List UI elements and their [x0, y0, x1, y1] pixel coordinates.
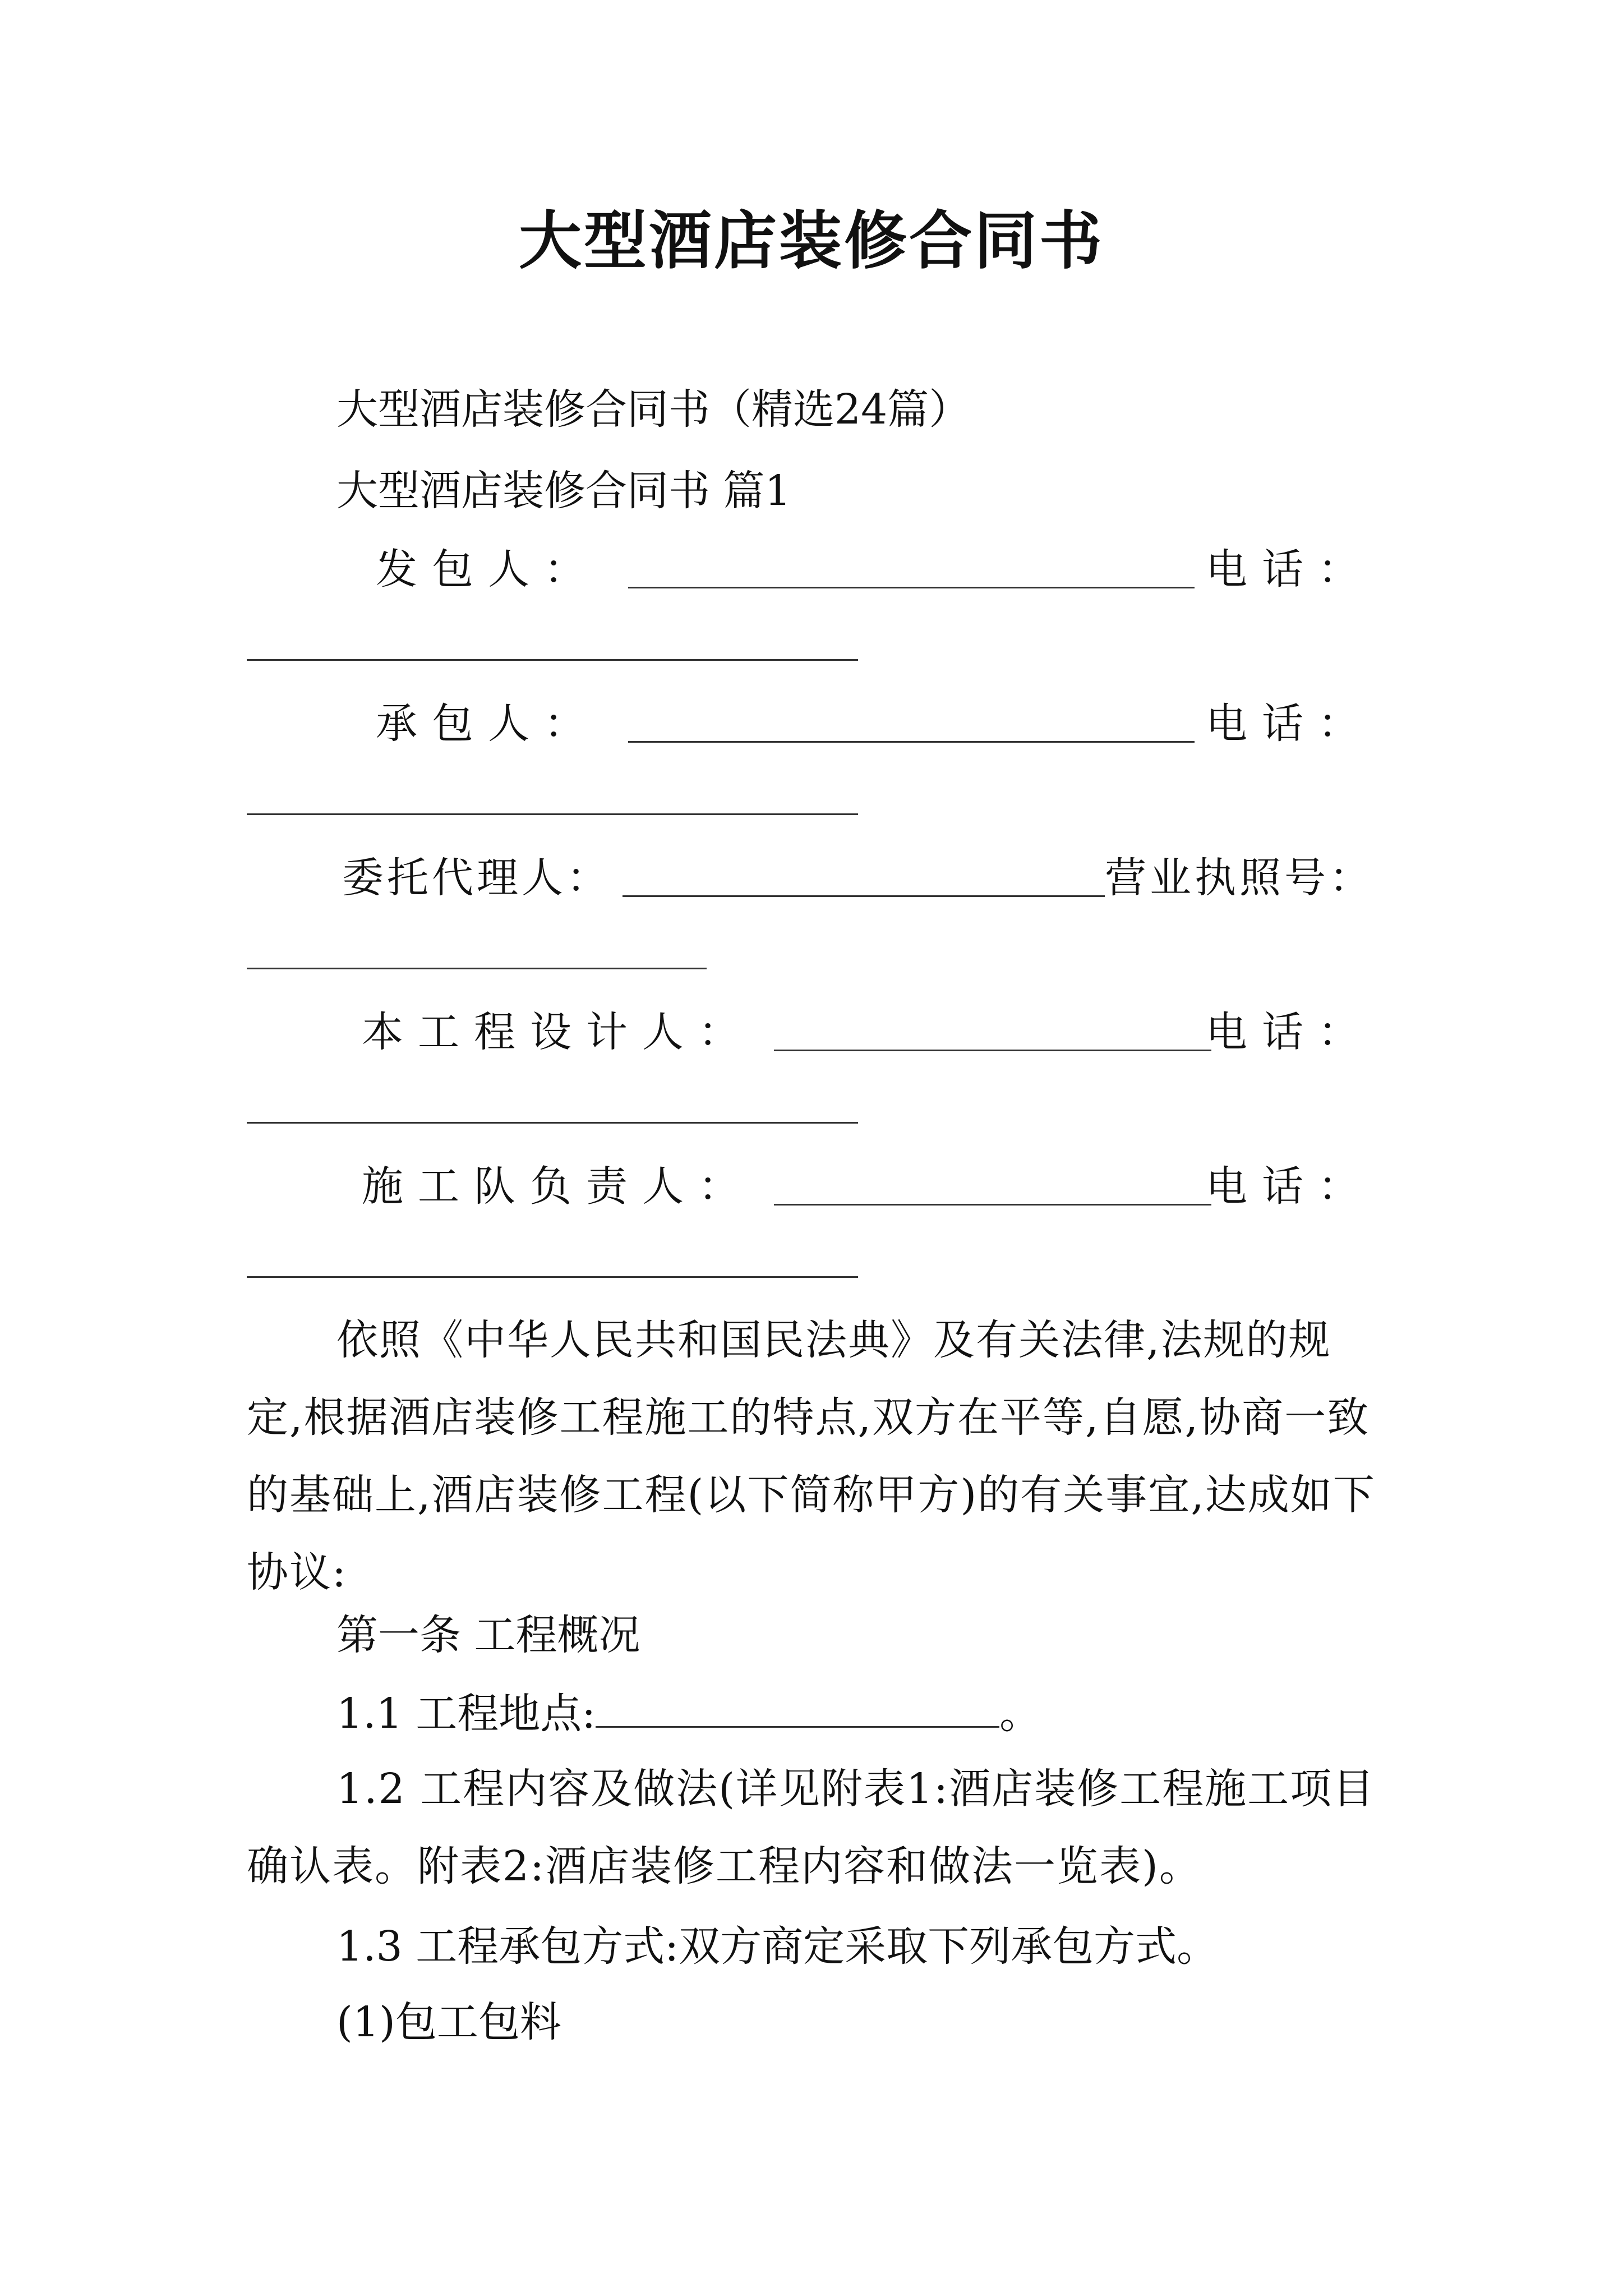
- item-1-1-label: 1.1 工程地点:: [336, 1690, 596, 1738]
- contractor-blank[interactable]: [628, 741, 1195, 743]
- designer-phone-label: 电话：: [1206, 1008, 1374, 1056]
- field-row-team-leader: [336, 1158, 1374, 1214]
- employer-phone-blank[interactable]: [247, 659, 858, 661]
- contractor-phone-blank[interactable]: [247, 813, 858, 815]
- employer-blank[interactable]: [628, 587, 1195, 588]
- project-location-blank[interactable]: [596, 1687, 999, 1728]
- contractor-phone-label: 电话：: [1206, 700, 1374, 748]
- document-title: 大型酒店装修合同书: [519, 204, 1104, 278]
- item-1-1-end: 。: [999, 1690, 1041, 1738]
- team-leader-phone-blank[interactable]: [247, 1276, 858, 1278]
- section-heading: 大型酒店装修合同书 篇1: [336, 467, 791, 515]
- field-row-agent: [336, 850, 1374, 906]
- intro-paragraph: 依照《中华人民共和国民法典》及有关法律,法规的规定,根据酒店装修工程施工的特点,双方在平等,自愿,协商一致的基础上,酒店装修工程(以下简称甲方)的有关事宜,达成如下协议:: [247, 1316, 1376, 1596]
- document-subtitle: 大型酒店装修合同书（精选24篇）: [336, 385, 971, 434]
- agent-label: 委托代理人：: [342, 854, 611, 902]
- contractor-label: 承包人：: [376, 700, 600, 748]
- item-1-3-option-1: (1)包工包料: [336, 1998, 561, 2046]
- designer-label: 本工程设计人：: [362, 1008, 754, 1056]
- agent-blank[interactable]: [623, 895, 1105, 897]
- item-1-3: 1.3 工程承包方式:双方商定采取下列承包方式。: [336, 1922, 1219, 1971]
- field-row-contractor: [336, 696, 1374, 752]
- item-1-1: [336, 1686, 1041, 1742]
- license-number-blank[interactable]: [247, 968, 707, 969]
- team-leader-blank[interactable]: [774, 1204, 1211, 1205]
- employer-label: 发包人：: [376, 545, 600, 593]
- license-number-label: 营业执照号：: [1105, 854, 1374, 902]
- team-leader-phone-label: 电话：: [1206, 1162, 1374, 1211]
- field-row-employer: [336, 541, 1374, 597]
- designer-blank[interactable]: [774, 1050, 1211, 1051]
- designer-phone-blank[interactable]: [247, 1122, 858, 1124]
- employer-phone-label: 电话：: [1206, 545, 1374, 593]
- article-1-heading: 第一条 工程概况: [336, 1611, 640, 1659]
- team-leader-label: 施工队负责人：: [362, 1162, 754, 1211]
- item-1-2: 1.2 工程内容及做法(详见附表1:酒店装修工程施工项目确认表。附表2:酒店装修工程内容和做法一览表)。: [247, 1765, 1376, 1890]
- field-row-designer: [336, 1004, 1374, 1060]
